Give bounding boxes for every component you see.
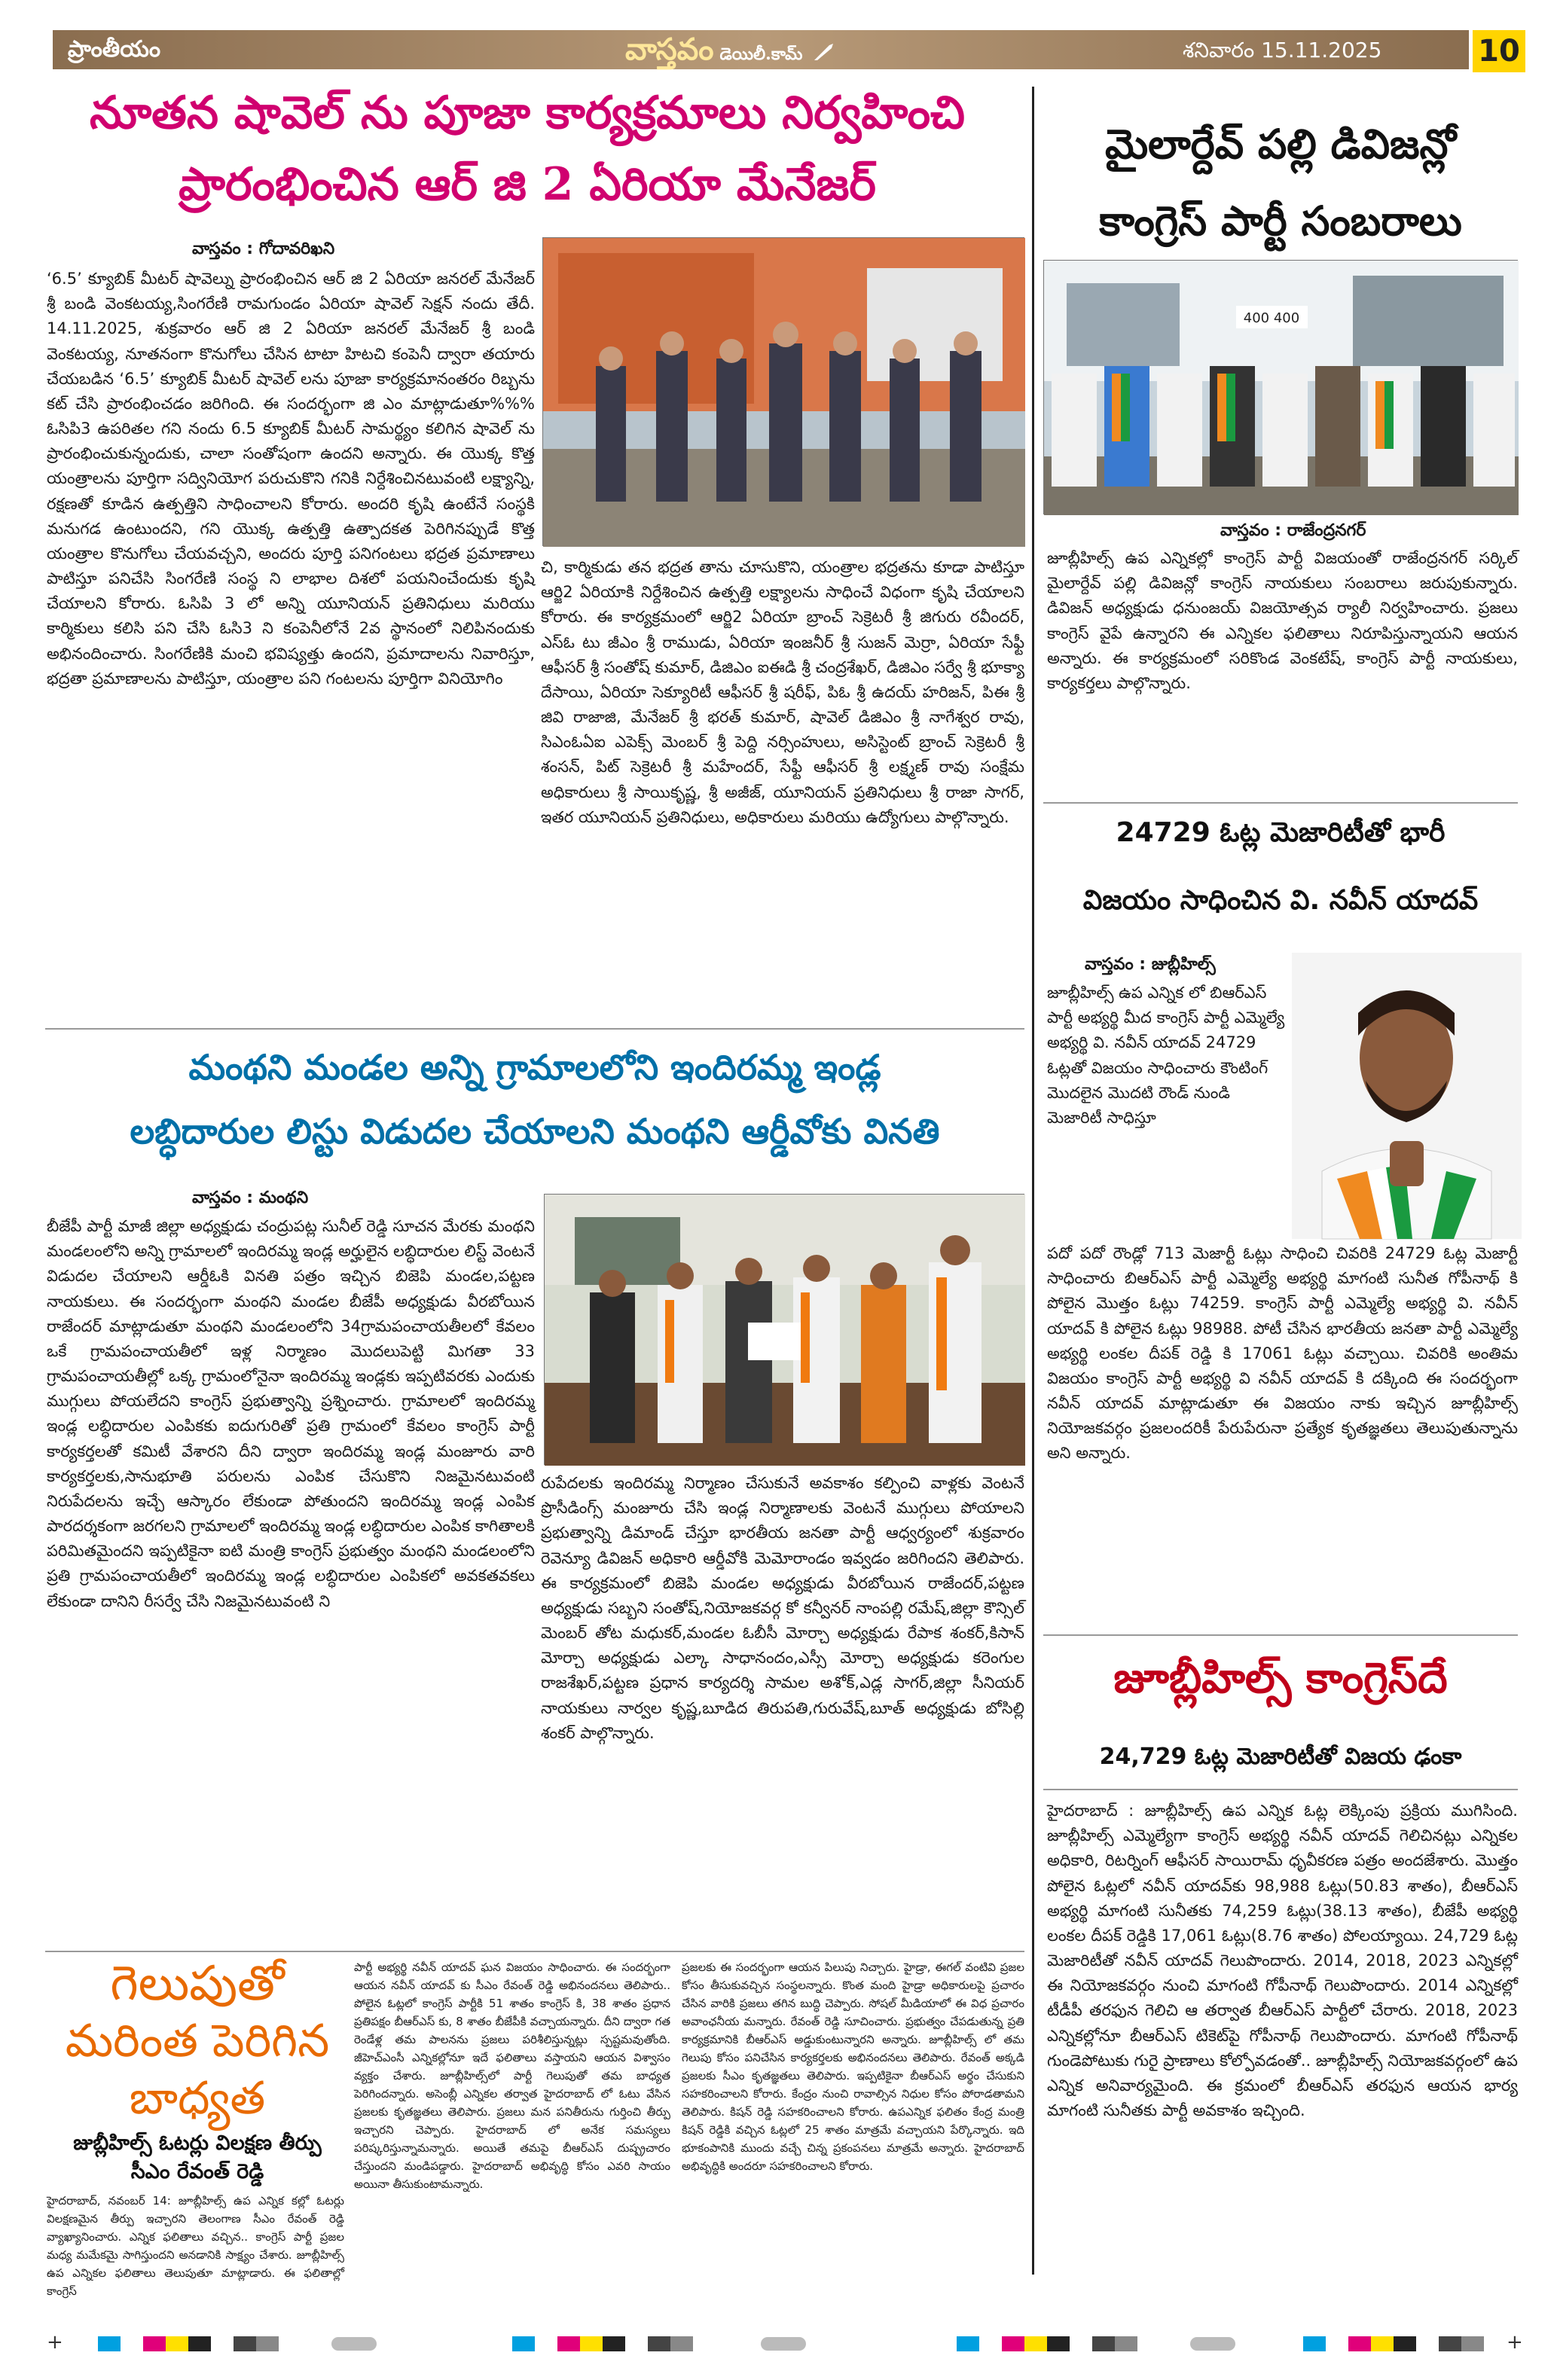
- story5-subhead: 24,729 ఓట్ల మెజారిటీతో విజయ ఢంకా: [1099, 1744, 1462, 1770]
- story2-photo: [1043, 260, 1518, 514]
- story4-headline-1: మంథని మండల అన్ని గ్రామాలలోని ఇందిరమ్మ ఇండ్ల: [188, 1047, 881, 1088]
- story1-col1: ‘6.5’ క్యూబిక్ మీటర్ షావెల్ను ప్రారంభించిన ఆర్ జి 2 ఏరియా జనరల్ మేనేజర్ శ్రీ బండి వెంకటయ్య,సింగరేణి రామగుండం ఏరియా షావెల్ సెక్షన్ నందు తేదీ. 14.11.2025, శుక్రవారం ఆర్ జి 2 ఏరియా జనరల్ మేనేజర్ శ్రీ బండి వెంకటయ్య, నూతనంగా కొనుగోలు చేసిన టాటా హిటచి కంపెనీ ద్వారా తయారు చేయబడిన ‘6.5’ క్యూబిక్ మీటర్ షావెల్ లను పూజా కార్యక్రమానంతరం రిబ్బను కట్ చేసి ప్రారంభించడం జరిగింది. ఈ సందర్భంగా జి ఎం మాట్లాడుతూ%%% ఓసిపి3 ఉపరితల గని నందు 6.5 క్యూబిక్ మీటర్ సామర్థ్యం కలిగిన షావెల్ ను ప్రారంభించుకున్నందుకు, చాలా సంతోషంగా ఉందని అన్నారు. ఈ యొక్క కొత్త యంత్రాలను పూర్తిగా సద్వినియోగ పరుచుకొని గనికి నిర్దేశించినటువంటి లక్ష్యాన్ని, రక్షణతో కూడిన ఉత్పత్తిని సాధించాలని కోరారు. అందరి కృషి ఉంటేనే సంస్థకి మనుగడ ఉంటుందని, గని యొక్క ఉత్పత్తి ఉత్పాదకత పెరిగినప్పుడే కొత్త యంత్రాల కొనుగోలు చేయవచ్చని, అందరు పూర్తి పనిగంటలు భద్రత ప్రమాణాలు పాటిస్తూ పనిచేసి సింగరేణి సంస్థ ని లాభాల దిశలో పయనించేందుకు కృషి చేయాలని కోరారు. ఓసిపి 3 లో అన్ని యూనియన్ ప్రతినిధులు మరియు కార్మికులు కలిసి పని చేసి ఓసి3 ని కంపెనీలోనే 2వ స్థానంలో నిలిపినందుకు అభినందించారు. సింగరేణికి మంచి భవిష్యత్తు ఉందని, ప్రమాదాలను నివారిస్తూ, భద్రతా ప్రమాణాలను పాటిస్తూ, యంత్రాల పని గంటలను పూర్తిగా వినియోగిం: [47, 270, 535, 688]
- footer-pill-2: [761, 2337, 806, 2351]
- story3-headline-1: 24729 ఓట్ల మెజారిటీతో భారీ: [1116, 817, 1446, 848]
- shovel-ceremony-image: [543, 238, 1025, 547]
- story1-dateline: వాస్తవం : గోదావరిఖని: [192, 240, 335, 258]
- story4-col2: రుపేదలకు ఇందిరమ్మ నిర్మాణం చేసుకునే అవకాశం కల్పించి వాళ్లకు వెంటనే ప్రొసీడింగ్స్ మంజూరు చేసి ఇండ్ల నిర్మాణాలకు వెంటనే ముగ్గులు పోయాలని ప్రభుత్వాన్ని డిమాండ్ చేస్తూ భారతీయ జనతా పార్టీ ఆధ్వర్యంలో శుక్రవారం రెవెన్యూ డివిజన్ అధికారి ఆర్డీవోకి మెమోరాండం ఇవ్వడం జరిగిందని తెలిపారు. ఈ కార్యక్రమంలో బిజెపి మండల అధ్యక్షుడు వీరబోయిన రాజేందర్,పట్టణ అధ్యక్షుడు సబ్బని సంతోష్,నియోజకవర్గ కో కన్వీనర్ నాంపల్లి రమేష్,జిల్లా కౌన్సిల్ మెంబర్ తోట మధుకర్,మండల ఓబీసీ మోర్చా అధ్యక్షుడు రేపాక శంకర్,కిసాన్ మోర్చా అధ్యక్షుడు ఎల్కా సాధానందం,ఎస్సీ మోర్చా అధ్యక్షుడు కరెంగుల రాజశేఖర్,పట్టణ ప్రధాన కార్యదర్శి సామల అశోక్,ఎడ్ల సాగర్,జిల్లా సీనియర్ నాయకులు నార్వల కృష్ణ,బూడిద తిరుపతి,గురువేష్,బూత్ అధ్యక్షుడు బోసిల్లి శంకర్ పాల్గొన్నారు.: [541, 1474, 1024, 1742]
- story6-headline-2: మరింత పెరిగిన: [65, 2015, 330, 2067]
- story4-top-divider: [45, 1028, 1024, 1030]
- masthead-name: వాస్తవం: [625, 32, 714, 67]
- story3-dateline: వాస్తవం : జుబ్లీహిల్స్: [1085, 955, 1216, 974]
- story6-headline-3: బాధ్యత: [129, 2072, 266, 2125]
- section-label: ప్రాంతీయం: [68, 36, 161, 63]
- story6-col3: ప్రజలకు ఈ సందర్భంగా ఆయన పిలుపు నిచ్చారు. హైడ్రా, ఈగల్ వంటివి ప్రజల కోసం తీసుకువచ్చిన సంస్థలన్నారు. కొంత మంది హైడ్రా అధికారులపై ప్రచారం చేసిన వారికి ప్రజలు తగిన బుద్ధి చెప్పారు. సోషల్ మీడియాలో ఈ విధ ప్రచారం అవాంఛనీయ మన్నారు. రేవంత్ రెడ్డి సూచించారు. ప్రభుత్వం చేపడుతున్న ప్రతి కార్యక్రమానికి బీఆర్ఎస్ అడ్డుకుంటున్నారని అన్నారు. జూబ్లీహిల్స్ లో తమ గెలుపు కోసం పనిచేసిన కార్యకర్తలకు అభినందనలు తెలిపారు. రేవంత్ అక్కడి ప్రజలకు సీఎం కృతజ్ఞతలు తెలిపారు. ఇప్పటికైనా బీఆర్ఎస్ అర్థం చేసుకుని సహకరించాలని కోరారు. కేంద్రం నుంచి రావాల్సిన నిధుల కోసం పోరాడతామని తెలిపారు. కిషన్ రెడ్డి సహకరించాలని కోరారు. ఉపఎన్నిక ఫలితం కేంద్ర మంత్రి కిషన్ రెడ్డికి వచ్చిన ఓట్లలో 25 శాతం మాత్రమే వచ్చాయని పేర్కొన్నారు. ఇది భూకంపానికి ముందు వచ్చే చిన్న ప్రకంపనలు మాత్రమే అన్నారు. హైదరాబాద్ అభివృద్ధికి అందరూ సహకరించాలని కోరారు.: [682, 1960, 1024, 2173]
- column-divider: [1032, 87, 1034, 2275]
- pen-icon: [813, 42, 835, 62]
- story6-subhead-2: సీఎం రేవంత్ రెడ్డి: [130, 2160, 264, 2183]
- story2-dateline: వాస్తవం : రాజేంద్రనగర్: [1220, 521, 1366, 540]
- story1-headline-1: నూతన షావెల్ ను పూజా కార్యక్రమాలు నిర్వహించి: [89, 87, 965, 139]
- story2-divider: [1043, 802, 1518, 804]
- story6-subhead-1: జుబ్లీహిల్స్ ఓటర్లు విలక్షణ తీర్పు: [73, 2131, 322, 2155]
- page-number: 10: [1473, 30, 1525, 72]
- story1-headline-2: ప్రారంభించిన ఆర్ జి 2 ఏరియా మేనేజర్: [179, 158, 876, 211]
- story2-body: జూబ్లీహిల్స్ ఉప ఎన్నికల్లో కాంగ్రెస్ పార్టీ విజయంతో రాజేంద్రనగర్ సర్కిల్ మైలార్దేవ్ పల్లి డివిజన్లో కాంగ్రెస్ నాయకులు సంబరాలు జరుపుకున్నారు. డివిజన్ అధ్యక్షుడు ధనుంజయ్ విజయోత్సవ ర్యాలీ నిర్వహించారు. ప్రజలు కాంగ్రెస్ వైపే ఉన్నారని ఈ ఎన్నికల ఫలితాలు నిరూపిస్తున్నాయని ఆయన అన్నారు. ఈ కార్యక్రమంలో సరికొండ వెంకటేష్, కాంగ్రెస్ పార్టీ నాయకులు, కార్యకర్తలు పాల్గొన్నారు.: [1047, 549, 1518, 692]
- story5-headline: జూబ్లీహిల్స్ కాంగ్రెస్‌దే: [1113, 1653, 1448, 1703]
- color-bar-3: [957, 2336, 1137, 2351]
- story1-photo: [542, 237, 1024, 546]
- registration-mark-left: +: [47, 2331, 63, 2354]
- story3-body-wide: పదో పదో రౌండ్లో 713 మెజార్టీ ఓట్లు సాధించి చివరికి 24729 ఓట్ల మెజార్టీ సాధించారు బిఆర్ఎస్ పార్టీ ఎమ్మెల్యే అభ్యర్థి మాగంటి సునీత గోపీనాథ్ కి పోలైన మొత్తం ఓట్లు 74259. కాంగ్రెస్ పార్టీ ఎమ్మెల్యే అభ్యర్థి వి. నవీన్ యాదవ్ కి పోలైన ఓట్లు 98988. పోటీ చేసిన భారతీయ జనతా పార్టీ ఎమ్మెల్యే అభ్యర్థి లంకల దీపక్ రెడ్డి కి 17061 ఓట్లు వచ్చాయి. చివరికి అంతిమ విజయం కాంగ్రెస్ పార్టీ అభ్యర్థి వి నవీన్ యాదవ్ కి దక్కింది ఈ సందర్భంగా నవీన్ యాదవ్ మాట్లాడుతూ ఈ విజయం నాకు ఇచ్చిన జూబ్లీహిల్స్ నియోజకవర్గం ప్రజలందరికీ పేరుపేరునా ప్రత్యేక కృతజ్ఞతలు తెలుపుతున్నాను అని అన్నారు.: [1047, 1244, 1518, 1463]
- issue-date: శనివారం 15.11.2025: [1183, 38, 1382, 63]
- story6-headline-1: గెలుపుతో: [110, 1956, 285, 2012]
- photo-sign-text: 400 400: [1243, 310, 1300, 326]
- story4-photo: [544, 1194, 1024, 1465]
- footer-pill-3: [1190, 2337, 1235, 2351]
- story6-col2: పార్టీ అభ్యర్థి నవీన్ యాదవ్ ఘన విజయం సాధించారు. ఈ సందర్భంగా ఆయన నవీన్ యాదవ్ కు సీఎం రేవంత్ రెడ్డి అభినందనలు తెలిపారు.. పోలైన ఓట్లలో కాంగ్రెస్ పార్టీకి 51 శాతం కాంగ్రెస్ కి, 38 శాతం ప్రధాన ప్రతిపక్షం బీఆర్ఎస్ కు, 8 శాతం బీజేపీకి వచ్చాయన్నారు. దీని ద్వారా గత రెండేళ్ల తమ పాలనను ప్రజలు పరిశీలిస్తున్నట్లు స్పష్టమవుతోంది. జీహెచ్ఎంసీ ఎన్నికల్లోనూ ఇదే ఫలితాలు వస్తాయని ఆయన విశ్వాసం వ్యక్తం చేశారు. జూబ్లీహిల్స్‌లో పార్టీ గెలుపుతో తమ బాధ్యత పెరిగిందన్నారు. అసెంబ్లీ ఎన్నికల తర్వాత హైదరాబాద్ లో ఓటు వేసిన ప్రజలకు కృతజ్ఞతలు తెలిపారు. ప్రజలు మన పనితీరును గుర్తించి తీర్పు ఇచ్చారని చెప్పారు. హైదరాబాద్ లో అనేక సమస్యలు పరిష్కరిస్తున్నామన్నారు. అయితే తమపై బీఆర్ఎస్ దుష్ప్రచారం చేస్తుందని మండిపడ్డారు. హైదరాబాద్ అభివృద్ధి కోసం ఎవరి సాయం అయినా తీసుకుంటామన్నారు.: [354, 1960, 670, 2191]
- rally-image: [1044, 261, 1519, 515]
- masthead-title: [625, 32, 835, 75]
- memorandum-image: [545, 1195, 1025, 1466]
- story3-body-narrow: జూబ్లీహిల్స్ ఉప ఎన్నిక లో బిఆర్ఎస్ పార్టీ అభ్యర్థి మీద కాంగ్రెస్ పార్టీ ఎమ్మెల్యే అభ్యర్థి వి. నవీన్ యాదవ్ 24729 ఓట్లతో విజయం సాధించారు కౌంటింగ్ మొదలైన మొదటి రౌండ్ నుండి మెజారిటీ సాధిస్తూ: [1047, 984, 1285, 1127]
- color-bar-1: [98, 2336, 279, 2351]
- story6-top-divider: [45, 1951, 1024, 1952]
- story3-divider: [1043, 1634, 1518, 1636]
- registration-mark-right: +: [1507, 2331, 1523, 2354]
- story6-col1: హైదరాబాద్, నవంబర్ 14: జూబ్లీహిల్స్ ఉప ఎన్నిక కల్లో ఓటర్లు విలక్షణమైన తీర్పు ఇచ్చారని తెలంగాణ సీఎం రేవంత్ రెడ్డి వ్యాఖ్యానించారు. ఎన్నిక ఫలితాలు వచ్చిన.. కాంగ్రెస్ పార్టీ ప్రజల మధ్య మమేకమై సాగిస్తుందని అనడానికి సాక్ష్యం చేశారు. జూబ్లీహిల్స్ ఉప ఎన్నికల ఫలితాలు తెలుపుతూ మాట్లాడారు. ఈ ఫలితాల్లో కాంగ్రెస్: [47, 2194, 344, 2298]
- story1-col2: చి, కార్మికుడు తన భద్రత తాను చూసుకొని, యంత్రాల భద్రతను కూడా పాటిస్తూ ఆర్జి2 ఏరియాకి నిర్దేశించిన ఉత్పత్తి లక్ష్యాలను సాధించే విధంగా కృషి చేయాలని కోరారు. ఈ కార్యక్రమంలో ఆర్జి2 ఏరియా బ్రాంచ్ సెక్రెటరీ శ్రీ జిగురు రవీందర్, ఎస్ఓ టు జీఎం శ్రీ రాముడు, ఏరియా ఇంజనీర్ శ్రీ సుజన్ మెర్రా, ఏరియా సేఫ్టీ ఆఫీసర్ శ్రీ సంతోష్ కుమార్, డిజిఎం ఐఈడి శ్రీ చంద్రశేఖర్, డిజిఎం సర్వే శ్రీ భూక్యా దేసాయి, ఏరియా సెక్యూరిటీ ఆఫీసర్ శ్రీ షరీఫ్, పిఓ శ్రీ ఉదయ్ హరిజన్, పిఈ శ్రీ జివి రాజాజి, మేనేజర్ శ్రీ భరత్ కుమార్, షావెల్ డిజిఎం శ్రీ నాగేశ్వర రావు, సిఎంఓఏఐ ఎపెక్స్ మెంబర్ శ్రీ పెద్ది నర్సింహులు, అసిస్టెంట్ బ్రాంచ్ సెక్రెటరీ శ్రీ శంసన్, పిట్ సెక్రెటరీ శ్రీ మహేందర్, సేఫ్టీ ఆఫీసర్ శ్రీ లక్ష్మణ్ రావు సంక్షేమ అధికారులు శ్రీ సాయికృష్ణ, శ్రీ అజీజ్, యూనియన్ ప్రతినిధులు శ్రీ రాజా సాగర్, ఇతర యూనియన్ ప్రతినిధులు, అధికారులు మరియు ఉద్యోగులు పాల్గొన్నారు.: [541, 558, 1024, 826]
- color-bar-2: [512, 2336, 693, 2351]
- color-bar-4: [1303, 2336, 1484, 2351]
- story4-headline-2: లబ్ధిదారుల లిస్టు విడుదల చేయాలని మంథని ఆర్డీవోకు వినతి: [130, 1111, 940, 1152]
- candidate-portrait: [1292, 953, 1522, 1239]
- page-header: [53, 30, 1537, 77]
- story5-subhead-rule: [1043, 1789, 1518, 1790]
- story2-headline-1: మైలార్దేవ్ పల్లి డివిజన్లో: [1105, 121, 1456, 168]
- story4-col1: బీజేపీ పార్టీ మాజీ జిల్లా అధ్యక్షుడు చంద్రుపట్ల సునీల్ రెడ్డి సూచన మేరకు మంథని మండలంలోని అన్ని గ్రామాలలో ఇందిరమ్మ ఇండ్ల అర్హులైన లబ్ధిదారుల లిస్ట్ వెంటనే విడుదల చేయాలని ఆర్డీఓకి వినతి పత్రం ఇచ్చిన బిజెపి మండల,పట్టణ నాయకులు. ఈ సందర్భంగా మంథని మండల బీజేపీ అధ్యక్షుడు వీరబోయిన రాజేందర్ మాట్లాడుతూ మంథని మండలంలోని 34గ్రామపంచాయతీలలో కేవలం ఒకే గ్రామపంచాయతీలో ఇళ్ల నిర్మాణం మొదలుపెట్టి మిగతా 33 గ్రామపంచాయతీల్లో ఒక్క గ్రామంలోనైనా ఇందిరమ్మ ఇండ్లకు ఇప్పటివరకు ఎందుకు ముగ్గులు పోయలేదని కాంగ్రెస్ ప్రభుత్వాన్ని ప్రశ్నించారు. గ్రామాలలో ఇందిరమ్మ ఇండ్ల లబ్ధిదారుల ఎంపికకు ఐదుగురితో ప్రతి గ్రామంలో కేవలం కాంగ్రెస్ పార్టీ కార్యకర్తలతో కమిటీ వేశారని దీని ద్వారా ఇందిరమ్మ ఇండ్ల మంజూరు వారి కార్యకర్తలకు,సానుభూతి పరులను ఎంపిక చేసుకొని నిజమైనటువంటి నిరుపేదలను ఇచ్చే ఆస్కారం లేకుండా పోతుందని ఇందిరమ్మ ఇండ్ల ఎంపిక పారదర్శకంగా జరగలని గ్రామాలలో ఇందిరమ్మ ఇండ్ల లబ్ధిదారుల ఎంపిక కాగితాలకి పరిమితమైందని ఇప్పటికైనా ఐటి మంత్రి కాంగ్రెస్ ప్రభుత్వం మంథని మండలంలోని ప్రతి గ్రామపంచాయతీలో ఇందిరమ్మ ఇండ్ల లబ్ధిదారుల ఎంపికలో అవకతవకలు లేకుండా దానిని రీసర్వే చేసి నిజమైనటువంటి ని: [47, 1217, 535, 1610]
- story2-headline-2: కాంగ్రెస్ పార్టీ సంబరాలు: [1099, 197, 1462, 245]
- story4-dateline: వాస్తవం : మంథని: [192, 1188, 309, 1207]
- footer-pill-1: [331, 2337, 377, 2351]
- masthead-web: డెయిలీ.కామ్: [719, 44, 803, 64]
- story5-body: హైదరాబాద్ : జూబ్లీహిల్స్ ఉప ఎన్నిక ఓట్ల లెక్కింపు ప్రక్రియ ముగిసింది. జూబ్లీహిల్స్ ఎమ్మెల్యేగా కాంగ్రెస్ అభ్యర్థి నవీన్ యాదవ్ గెలిచినట్లు ఎన్నికల అధికారి, రిటర్నింగ్ ఆఫీసర్ సాయిరామ్ ధృవీకరణ పత్రం అందజేశారు. మొత్తం పోలైన ఓట్లలో నవీన్ యాదవ్‌కు 98,988 ఓట్లు(50.83 శాతం), బీఆర్ఎస్ అభ్యర్థి మాగంటి సునీతకు 74,259 ఓట్లు(38.13 శాతం), బీజేపీ అభ్యర్థి లంకల దీపక్ రెడ్డికి 17,061 ఓట్లు(8.76 శాతం) పోలయ్యాయి. 24,729 ఓట్ల మెజారిటీతో నవీన్ యాదవ్ గెలుపొందారు. 2014, 2018, 2023 ఎన్నికల్లో ఈ నియోజకవర్గం నుంచి మాగంటి గోపీనాథ్ గెలుపొందారు. 2014 ఎన్నికల్లో టీడీపీ తరఫున గెలిచి ఆ తర్వాత బీఆర్ఎస్ పార్టీలో చేరారు. 2018, 2023 ఎన్నికల్లోనూ బీఆర్ఎస్ టికెట్‌పై గోపీనాథ్ గెలుపొందారు. మాగంటి గోపీనాథ్ గుండెపోటుకు గురై ప్రాణాలు కోల్పోవడంతో.. జూబ్లీహిల్స్ నియోజకవర్గంలో ఉప ఎన్నిక అనివార్యమైంది. ఈ క్రమంలో బీఆర్ఎస్ తరఫున ఆయన భార్య మాగంటి సునీతకు పార్టీ అవకాశం ఇచ్చింది.: [1047, 1802, 1518, 2120]
- story3-headline-2: విజయం సాధించిన వి. నవీన్ యాదవ్: [1082, 885, 1479, 916]
- portrait-image: [1292, 953, 1522, 1239]
